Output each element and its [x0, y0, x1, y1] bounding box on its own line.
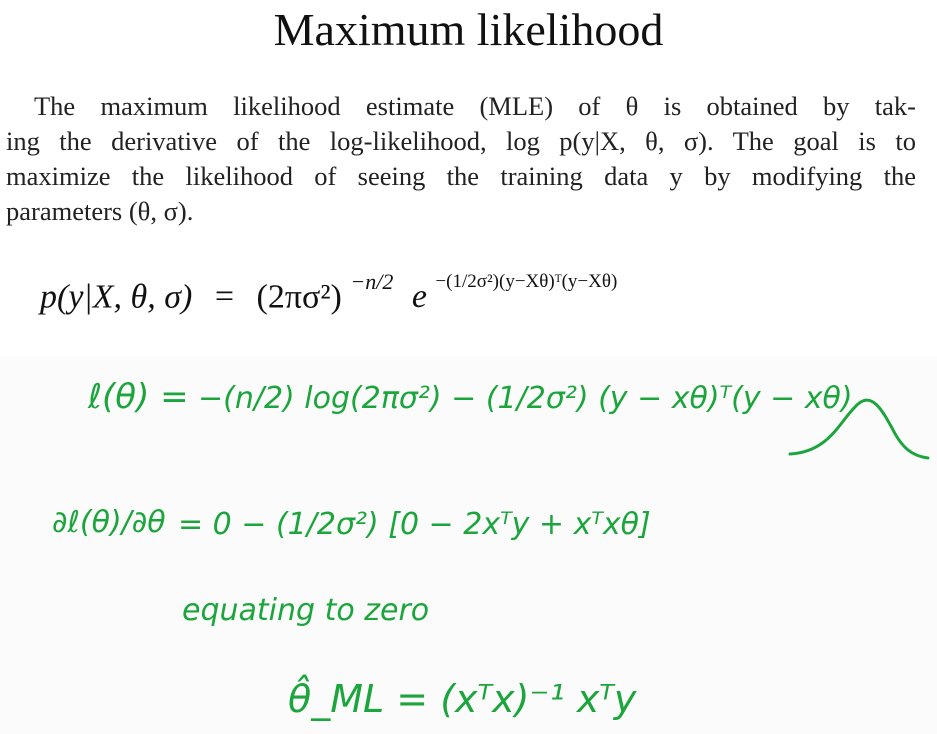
mle-solution: θ̂_ML = (xᵀx)⁻¹ xᵀy — [288, 677, 637, 721]
equation-lhs: p(y|X, θ, σ) — [40, 278, 193, 316]
equation-base: (2πσ²) — [256, 278, 342, 316]
equation-equals: = — [214, 278, 235, 316]
paragraph-line-3: maximize the likelihood of seeing the training data y by modifying the — [6, 161, 916, 191]
equating-note: equating to zero — [182, 593, 430, 628]
paragraph-line-4: parameters (θ, σ). — [6, 196, 194, 226]
paragraph-line-1: The maximum likelihood estimate (MLE) of θ is obtained by tak- — [34, 91, 916, 121]
slide-title: Maximum likelihood — [273, 4, 664, 55]
equation-base-exponent: −n/2 — [350, 269, 394, 294]
equation-e-exponent: −(1/2σ²)(y−Xθ)ᵀ(y−Xθ) — [435, 271, 618, 292]
paragraph-line-2: ing the derivative of the log-likelihood, log p(y|X, θ, σ). The goal is to — [6, 126, 916, 156]
derivative-rhs: = 0 − (1/2σ²) [0 − 2xᵀy + xᵀxθ] — [178, 507, 651, 542]
equation-e: e — [411, 278, 427, 316]
loglik-rhs: −(n/2) log(2πσ²) − (1/2σ²) (y − xθ)ᵀ(y − xθ) — [198, 381, 853, 416]
derivative-lhs: ∂ℓ(θ)/∂θ — [52, 505, 166, 540]
loglik-lhs: ℓ(θ) = — [88, 377, 189, 417]
